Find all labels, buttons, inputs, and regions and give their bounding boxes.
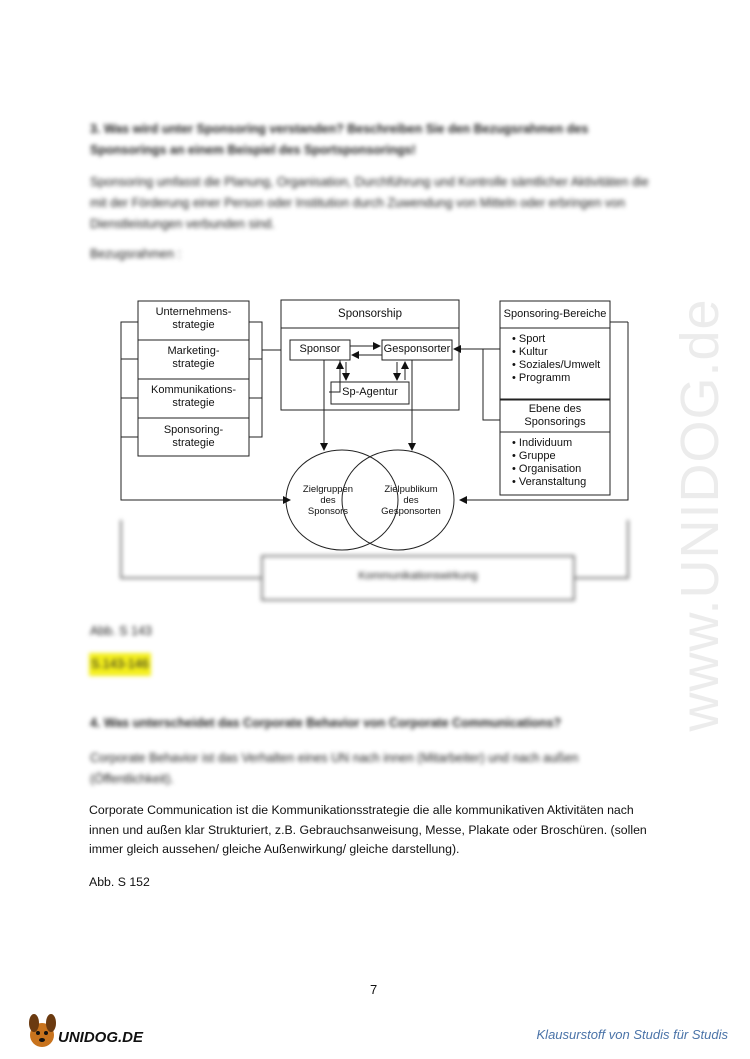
question3-heading: 3. Was wird unter Sponsoring verstanden? Beschreiben Sie den Bezugsrahmen des Sponsorings an einem Beispiel des Sportsponsorings! [90, 122, 589, 157]
wirkung-label: Kommunikationswirkung [358, 570, 478, 582]
unidog-logo [22, 1005, 157, 1051]
question4-answer2 [89, 801, 689, 860]
bereiche-list [512, 333, 600, 385]
ebene-title: Ebene des Sponsorings [524, 403, 586, 428]
answer2-line: innen und außen klar Strukturiert, z.B. Gebrauchsanweisung, Messe, Plakate oder Broschüren. (sollen [89, 822, 647, 837]
bereiche-item: • Kultur [512, 346, 548, 358]
zielpublikum-label: Zielpublikum des Gesponsorten [381, 484, 441, 517]
logo-text: UNIDOG.DE [58, 1029, 144, 1046]
strategy-sponsoring: Sponsoring- strategie [163, 424, 224, 449]
page-number: 7 [370, 982, 378, 997]
agentur-label: Sp-Agentur [342, 386, 398, 398]
abb-caption-2: Abb. S 152 [89, 875, 150, 889]
ebene-item: • Individuum [512, 437, 573, 449]
ebene-item: • Gruppe [512, 450, 556, 462]
answer2-line: Corporate Communication ist die Kommunikationsstrategie die alle kommunikativen Aktivitäten nach [89, 803, 634, 817]
page-range-highlight [89, 653, 151, 676]
strategy-text: Unternehmens- strategie [155, 306, 232, 331]
bereiche-item: • Sport [512, 333, 546, 345]
abb-caption-1: Abb. S 143 [90, 624, 152, 638]
ebene-list [512, 437, 586, 489]
bereiche-item: • Programm [512, 372, 571, 384]
answer2-line: immer gleich aussehen/ gleiche Außenwirkung/ gleiche darstellung). [89, 842, 460, 856]
dog-icon [22, 1005, 157, 1051]
footer-slogan: Klausurstoff von Studis für Studis [536, 1027, 728, 1042]
watermark-text: www.UNIDOG.de [670, 298, 730, 732]
bezugsrahmen-label: Bezugsrahmen : [90, 247, 182, 261]
strategy-unternehmen [138, 306, 249, 332]
gesponsorter-label: Gesponsorter [383, 343, 451, 355]
sponsor-label: Sponsor [299, 343, 341, 355]
ebene-item: • Veranstaltung [512, 476, 587, 488]
question3-answer: Sponsoring umfasst die Planung, Organisation, Durchführung und Kontrolle sämtlicher Aktivitäten die mit der Förderung einer Person oder Institution durch Zuwendung von Mitteln oder erbringen von Dienstleistungen verbunden sind. [90, 175, 649, 231]
question4-answer1: Corporate Behavior ist das Verhalten eines UN nach innen (Mitarbeiter) und nach außen (Öffentlichkeit). [90, 751, 579, 786]
page-range-text: S.143-146 [89, 653, 151, 676]
ebene-item: • Organisation [512, 463, 582, 475]
sponsorship-title: Sponsorship [338, 308, 402, 320]
strategy-marketing: Marketing- strategie [167, 345, 220, 370]
question4-heading: 4. Was unterscheidet das Corporate Behavior von Corporate Communications? [90, 716, 562, 730]
strategy-kommunikation: Kommunikations- strategie [151, 384, 236, 409]
bereiche-title: Sponsoring-Bereiche [503, 308, 607, 320]
zielgruppen-label: Zielgruppen des Sponsors [302, 484, 354, 517]
bereiche-item: • Soziales/Umwelt [512, 359, 601, 371]
